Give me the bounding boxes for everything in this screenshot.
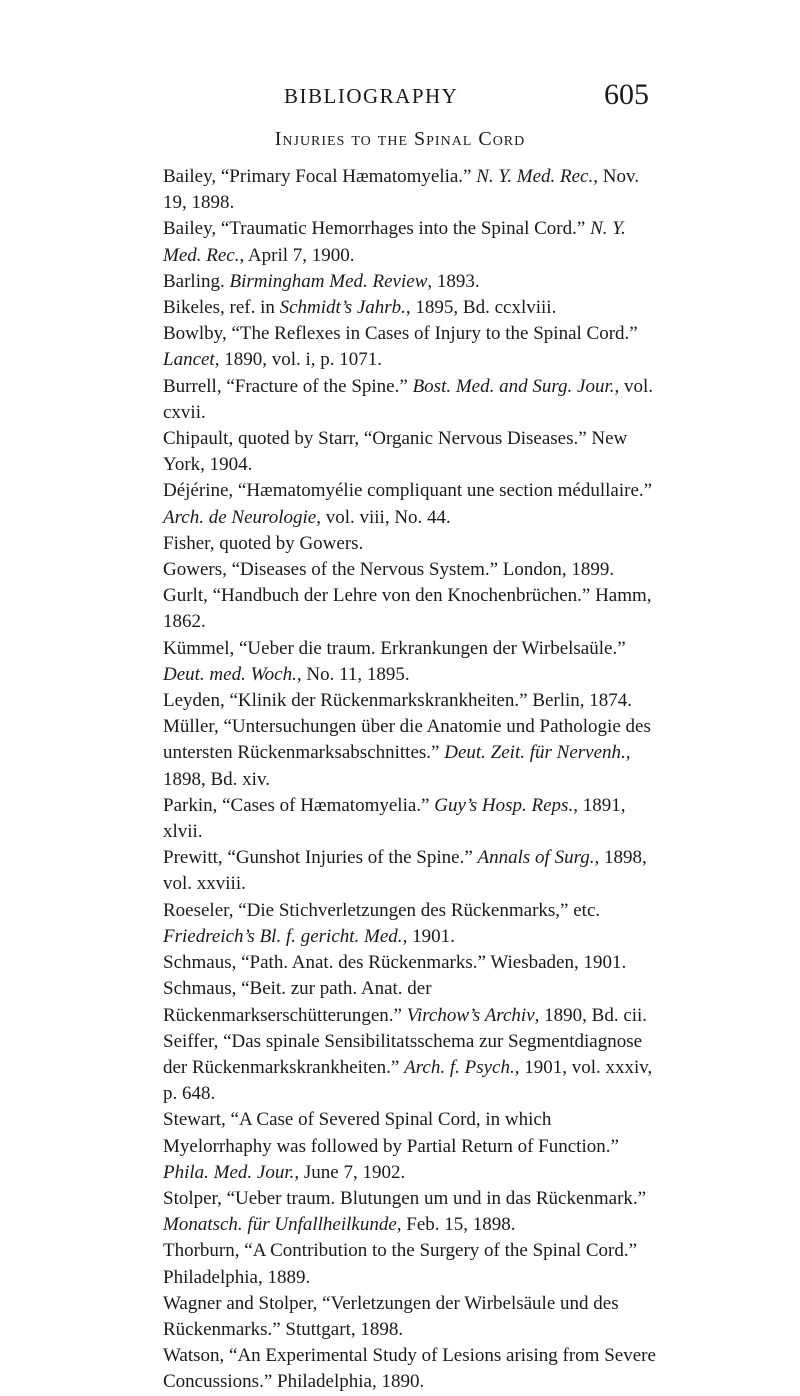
reference-source-title: Deut. Zeit. für Nervenh.	[444, 742, 626, 764]
reference-entry	[163, 269, 663, 295]
reference-entry	[163, 557, 663, 583]
reference-entry	[163, 295, 663, 321]
reference-source-title: Guy’s Hosp. Reps.	[434, 794, 574, 816]
reference-text: Chipault, quoted by Starr, “Organic Nervous Diseases.” New York, 1904.	[163, 428, 628, 476]
reference-source-title: Deut. med. Woch.	[163, 663, 297, 685]
reference-entry	[163, 714, 663, 793]
reference-entry	[163, 976, 663, 1028]
reference-text: , vol. cxvii.	[163, 375, 654, 423]
reference-text: Parkin, “Cases of Hæmatomyelia.”	[163, 794, 435, 816]
reference-text: Kümmel, “Ueber die traum. Erkrankungen der Wirbelsaüle.”	[163, 637, 626, 659]
reference-source-title: Monatsch. für Unfallheilkunde	[163, 1214, 397, 1236]
reference-text: Bailey, “Primary Focal Hæmatomyelia.”	[163, 166, 477, 187]
reference-entry	[163, 845, 663, 897]
reference-source-title: Annals of Surg.	[477, 847, 595, 869]
reference-entry	[163, 374, 663, 426]
reference-entry	[163, 426, 663, 478]
reference-text: , 1890, Bd. cii.	[534, 1004, 648, 1026]
reference-text: Seiffer, “Das spinale Sensibilitatsschema zur Segmentdiagnose der Rückenmarkskrankheiten.”	[163, 1030, 643, 1078]
reference-source-title: Bost. Med. and Surg. Jour.	[412, 375, 615, 397]
reference-entry	[163, 636, 663, 688]
reference-text: , April 7, 1900.	[239, 244, 355, 266]
reference-entry	[163, 216, 663, 268]
reference-text: Leyden, “Klinik der Rückenmarkskrankheiten.” Berlin, 1874.	[163, 690, 633, 712]
reference-text: Bowlby, “The Reflexes in Cases of Injury to the Spinal Cord.”	[163, 323, 638, 345]
reference-text: , 1901.	[402, 925, 455, 947]
reference-text: Stewart, “A Case of Severed Spinal Cord, in which Myelorrhaphy was followed by Partial Return of Function.”	[163, 1109, 619, 1157]
reference-text: , 1890, vol. i, p. 1071.	[214, 349, 383, 371]
reference-source-title: Arch. f. Psych.	[404, 1056, 515, 1078]
reference-text: Barling.	[163, 270, 230, 292]
reference-text: Müller, “Untersuchungen über die Anatomie und Pathologie des untersten Rückenmarksabschnittes.”	[163, 716, 651, 764]
running-head	[0, 78, 800, 118]
reference-source-title: Birmingham Med. Review	[229, 270, 428, 292]
reference-entry	[163, 1238, 663, 1290]
reference-entry	[163, 898, 663, 950]
reference-text: Fisher, quoted by Gowers.	[163, 532, 364, 554]
section-title: Injuries to the Spinal Cord	[274, 128, 526, 150]
reference-text: Bikeles, ref. in	[163, 297, 280, 319]
reference-entry	[163, 1029, 663, 1108]
reference-text: Watson, “An Experimental Study of Lesions arising from Severe Concussions.” Philadelphia, 1890.	[163, 1345, 656, 1393]
reference-source-title: Schmidt’s Jahrb.	[279, 297, 406, 319]
reference-source-title: Virchow’s Archiv	[406, 1004, 535, 1026]
reference-entry	[163, 478, 663, 530]
reference-text: , 1901, vol. xxxiv, p. 648.	[163, 1056, 653, 1105]
reference-source-title: Friedreich’s Bl. f. gericht. Med.	[163, 925, 403, 947]
reference-entry	[163, 793, 663, 845]
reference-entry	[163, 531, 663, 557]
reference-source-title: N. Y. Med. Rec.	[476, 166, 594, 187]
reference-entry	[163, 321, 663, 373]
reference-text: , June 7, 1902.	[294, 1161, 406, 1183]
reference-text: Gowers, “Diseases of the Nervous System.” London, 1899.	[163, 559, 615, 581]
reference-source-title: Arch. de Neurologie	[163, 506, 317, 528]
reference-text: Stolper, “Ueber traum. Blutungen um und in das Rückenmark.”	[163, 1187, 647, 1209]
reference-text: Thorburn, “A Contribution to the Surgery of the Spinal Cord.” Philadelphia, 1889.	[163, 1240, 638, 1288]
reference-text: , No. 11, 1895.	[296, 663, 410, 685]
reference-text: Prewitt, “Gunshot Injuries of the Spine.”	[163, 847, 478, 869]
reference-text: , Feb. 15, 1898.	[396, 1214, 516, 1236]
reference-list	[163, 164, 663, 1396]
reference-text: , 1898, vol. xxviii.	[163, 847, 647, 895]
reference-entry	[163, 688, 663, 714]
reference-entry	[163, 950, 663, 976]
running-title: BIBLIOGRAPHY	[284, 84, 459, 108]
reference-entry	[163, 164, 663, 216]
reference-text: Déjérine, “Hæmatomyélie compliquant une section médullaire.”	[163, 480, 653, 502]
reference-text: , 1891, xlvii.	[163, 794, 626, 843]
reference-entry	[163, 1107, 663, 1186]
reference-text: Burrell, “Fracture of the Spine.”	[163, 375, 413, 397]
reference-source-title: N. Y. Med. Rec.	[163, 218, 626, 266]
reference-text: Gurlt, “Handbuch der Lehre von den Knochenbrüchen.” Hamm, 1862.	[163, 585, 652, 633]
page-number: 605	[604, 78, 649, 111]
reference-text: , 1893.	[427, 270, 480, 292]
reference-text: , 1895, Bd. ccxlviii.	[405, 297, 557, 319]
reference-entry	[163, 1343, 663, 1395]
reference-entry	[163, 1291, 663, 1343]
reference-text: Roeseler, “Die Stichverletzungen des Rückenmarks,” etc.	[163, 899, 601, 921]
reference-text: , Nov. 19, 1898.	[163, 166, 639, 214]
reference-text: , 1898, Bd. xiv.	[163, 742, 631, 790]
reference-text: Wagner and Stolper, “Verletzungen der Wirbelsäule und des Rückenmarks.” Stuttgart, 1898.	[163, 1292, 619, 1340]
reference-text: Schmaus, “Path. Anat. des Rückenmarks.” Wiesbaden, 1901.	[163, 952, 627, 974]
reference-entry	[163, 1186, 663, 1238]
reference-source-title: Lancet	[163, 349, 215, 371]
reference-text: Schmaus, “Beit. zur path. Anat. der Rückenmarkserschütterungen.”	[163, 978, 432, 1026]
reference-entry	[163, 583, 663, 635]
reference-text: , vol. viii, No. 44.	[316, 506, 451, 528]
reference-source-title: Phila. Med. Jour.	[163, 1161, 295, 1183]
reference-text: Bailey, “Traumatic Hemorrhages into the Spinal Cord.”	[163, 218, 591, 240]
